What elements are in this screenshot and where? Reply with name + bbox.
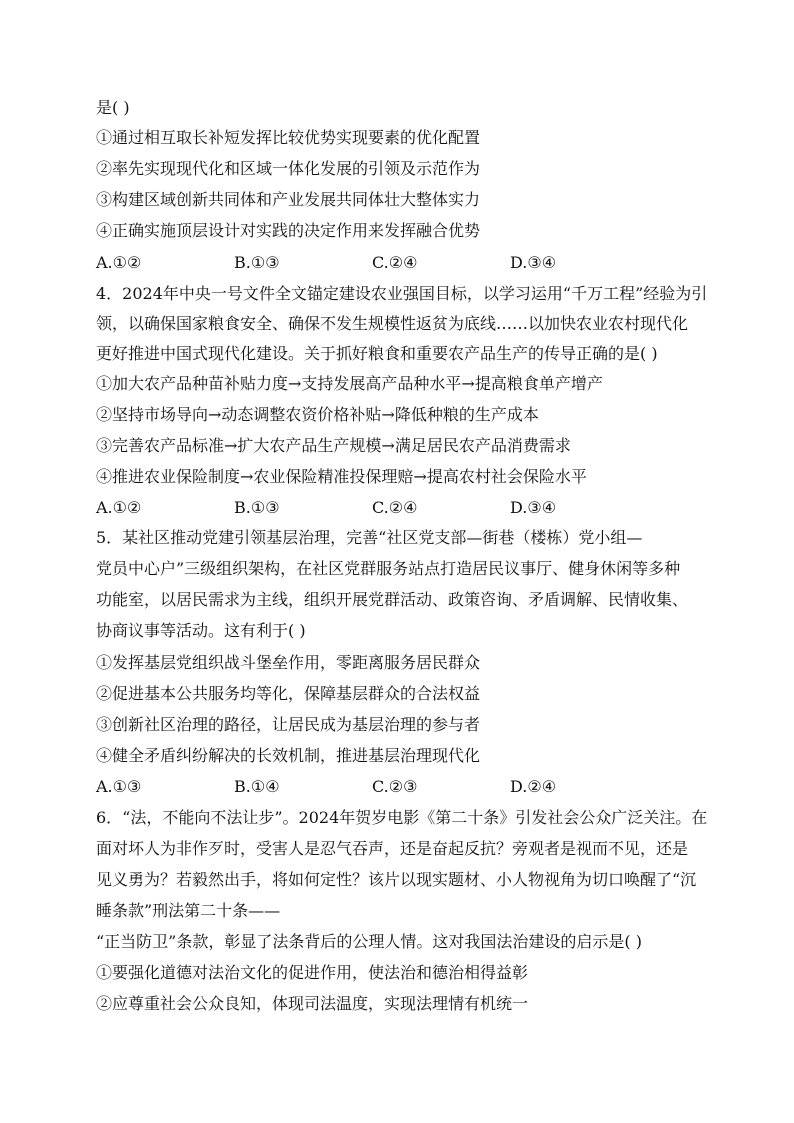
q3-item-3: ③构建区域创新共同体和产业发展共同体壮大整体实力 [96, 190, 481, 209]
q3-item-4: ④正确实施顶层设计对实践的决定作用来发挥融合优势 [96, 221, 481, 240]
q5-option-c: C.②③ [372, 777, 418, 796]
q5-item-2: ②促进基本公共服务均等化，保障基层群众的合法权益 [96, 684, 481, 703]
q6-item-2: ②应尊重社会公众良知，体现司法温度，实现法理情有机统一 [96, 994, 529, 1013]
q5-item-4: ④健全矛盾纠纷解决的长效机制，推进基层治理现代化 [96, 746, 481, 765]
q4-item-4: ④推进农业保险制度→农业保险精准投保理赔→提高农村社会保险水平 [96, 467, 587, 486]
q6-stem-line-3: 见义勇为？若毅然出手，将如何定性？该片以现实题材、小人物视角为切口唤醒了“沉 [96, 870, 697, 889]
q5-item-3: ③创新社区治理的路径，让居民成为基层治理的参与者 [96, 715, 481, 734]
q5-stem-line-3: 功能室，以居民需求为主线，组织开展党群活动、政策咨询、矛盾调解、民情收集、 [96, 590, 689, 609]
q5-option-a: A.①③ [96, 777, 142, 796]
q3-option-b: B.①③ [234, 253, 280, 272]
q5-stem-line-2: 党员中心户”三级组织架构，在社区党群服务站点打造居民议事厅、健身休闲等多种 [96, 559, 681, 578]
q4-item-2: ②坚持市场导向→动态调整农资价格补贴→降低种粮的生产成本 [96, 405, 539, 424]
q4-item-3: ③完善农产品标准→扩大农产品生产规模→满足居民农产品消费需求 [96, 436, 571, 455]
q6-item-1: ①要强化道德对法治文化的促进作用，使法治和德治相得益彰 [96, 963, 529, 982]
q4-stem-line-3: 更好推进中国式现代化建设。关于抓好粮食和重要农产品生产的传导正确的是( ) [96, 344, 658, 363]
q5-stem-line-1: 5．某社区推动党建引领基层治理，完善“社区党支部—街巷（楼栋）党小组— [96, 528, 643, 547]
q3-option-c: C.②④ [372, 253, 418, 272]
q4-option-a: A.①② [96, 498, 142, 517]
q5-item-1: ①发挥基层党组织战斗堡垒作用，零距离服务居民群众 [96, 653, 481, 672]
q5-option-b: B.①④ [234, 777, 280, 796]
q4-stem-line-1: 4．2024年中央一号文件全文锚定建设农业强国目标，以学习运用“千万工程”经验为引 [96, 284, 708, 303]
q3-stem-tail: 是( ) [96, 98, 130, 117]
q4-item-1: ①加大农产品种苗补贴力度→支持发展高产品种水平→提高粮食单产增产 [96, 374, 603, 393]
q6-stem-line-2: 面对坏人为非作歹时，受害人是忍气吞声，还是奋起反抗？旁观者是视而不见，还是 [96, 839, 689, 858]
q4-option-d: D.③④ [510, 498, 557, 517]
q4-stem-line-2: 领，以确保国家粮食安全、确保不发生规模性返贫为底线……以加快农业农村现代化 [96, 314, 689, 333]
q4-option-c: C.②④ [372, 498, 418, 517]
q3-item-2: ②率先实现现代化和区域一体化发展的引领及示范作为 [96, 159, 481, 178]
q3-option-d: D.③④ [510, 253, 557, 272]
q3-item-1: ①通过相互取长补短发挥比较优势实现要素的优化配置 [96, 128, 481, 147]
q6-stem-line-5: “正当防卫”条款，彰显了法条背后的公理人情。这对我国法治建设的启示是( ) [96, 932, 642, 951]
q5-option-d: D.②④ [510, 777, 557, 796]
q6-stem-line-4: 睡条款”刑法第二十条—— [96, 901, 281, 920]
q4-option-b: B.①③ [234, 498, 280, 517]
q3-option-a: A.①② [96, 253, 142, 272]
q6-stem-line-1: 6．“法，不能向不法让步”。2024年贺岁电影《第二十条》引发社会公众广泛关注。在 [96, 808, 708, 827]
q5-stem-line-4: 协商议事等活动。这有利于( ) [96, 621, 306, 640]
